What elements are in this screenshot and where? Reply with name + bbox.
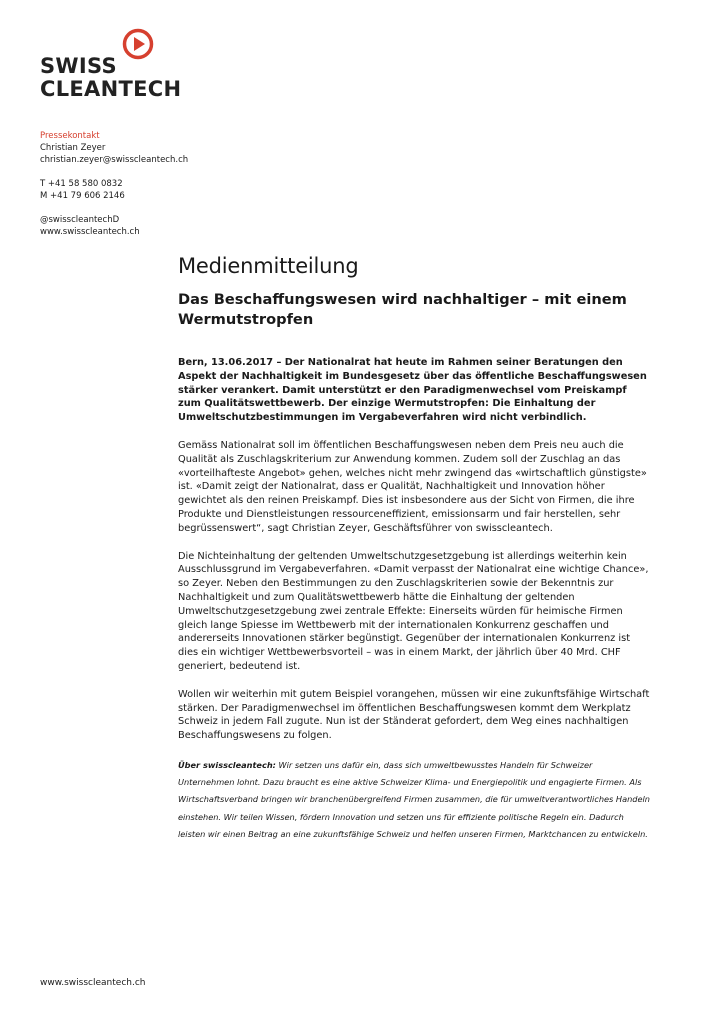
logo-line-cleantech: CLEANTECH (40, 77, 182, 101)
footer-website[interactable]: www.swisscleantech.ch (40, 978, 146, 988)
headline: Das Beschaffungswesen wird nachhaltiger – mit einem Wermutstropfen (178, 291, 627, 328)
about-section (178, 757, 650, 843)
document-type-title: Medienmitteilung (178, 254, 359, 278)
contact-website[interactable]: www.swisscleantech.ch (40, 227, 140, 237)
contact-twitter[interactable]: @swisscleantechD (40, 215, 120, 225)
play-icon (122, 28, 154, 60)
contact-email[interactable]: christian.zeyer@swisscleantech.ch (40, 155, 189, 165)
swisscleantech-logo (40, 28, 190, 100)
contact-name: Christian Zeyer (40, 143, 106, 153)
about-text: Wir setzen uns dafür ein, dass sich umweltbewusstes Handeln für Schweizer Unternehmen lohnt. Dazu braucht es eine aktive Schweizer Klima- und Energiepolitik und engagierte Firmen. Als Wirtschaftsverband bringen wir branchenübergreifend Firmen zusammen, die für umweltverantwortliches Handeln einstehen. Wir teilen Wissen, fördern Innovation und setzen uns für effiziente politische Regeln ein. Dadurch leisten wir einen Beitrag an eine zukunftsfähige Schweiz und helfen unseren Firmen, Marktchancen zu entwickeln. (178, 759, 650, 839)
contact-phone-m: M +41 79 606 2146 (40, 191, 125, 201)
body-paragraph: Gemäss Nationalrat soll im öffentlichen Beschaffungswesen neben dem Preis neu auch die Qualität als Zuschlagskriterium zur Anwendung kommen. Zudem soll der Zuschlag an das «vorteilhafteste Angebot» gehen, welches nicht mehr zwingend das «wirtschaftlich günstigste» ist. «Damit zeigt der Nationalrat, dass er Qualität, Nachhaltigkeit und Innovation höher gewichtet als den reinen Preiskampf. Dies ist insbesondere aus der Sicht von Firmen, die ihre Produkte und Dienstleistungen ressourceneffizient, emissionsarm und fair herstellen, sehr begrüssenswert“, sagt Christian Zeyer, Geschäftsführer von swisscleantech. (178, 439, 647, 534)
press-release-body (178, 252, 650, 843)
body-paragraph: Wollen wir weiterhin mit gutem Beispiel vorangehen, müssen wir eine zukunftsfähige Wirtschaft stärken. Der Paradigmenwechsel im öffentlichen Beschaffungswesen kommt dem Werkplatz Schweiz in jedem Fall zugute. Nun ist der Ständerat gefordert, dem Weg eines nachhaltigen Beschaffungswesens zu folgen. (178, 688, 650, 742)
press-contact-label: Pressekontakt (40, 131, 100, 141)
lead-paragraph: Bern, 13.06.2017 – Der Nationalrat hat heute im Rahmen seiner Beratungen den Aspekt der Nachhaltigkeit im Bundesgesetz über das öffentliche Beschaffungswesen stärker verankert. Damit unterstützt er den Paradigmenwechsel vom Preiskampf zum Qualitätswettbewerb. Der einzige Wermutstropfen: Die Einhaltung der Umweltschutzbestimmungen im Vergabeverfahren wird nicht verbindlich. (178, 357, 647, 424)
press-contact-block (40, 130, 190, 238)
contact-phone-t: T +41 58 580 0832 (40, 179, 123, 189)
body-paragraph: Die Nichteinhaltung der geltenden Umweltschutzgesetzgebung ist allerdings weiterhin kein Ausschlussgrund im Vergabeverfahren. «Damit verpasst der Nationalrat eine wichtige Chance», so Zeyer. Neben den Bestimmungen zu den Zuschlagskriterien sowie der Bekenntnis zur Nachhaltigkeit und zum Qualitätswettbewerb hätte die Einhaltung der geltenden Umweltschutzgesetzgebung zwei zentrale Effekte: Einerseits würden für heimische Firmen gleich lange Spiesse im Wettbewerb mit der internationalen Konkurrenz geschaffen und andererseits Innovationen stärker begünstigt. Gegenüber der internationalen Konkurrenz ist dies ein wichtiger Wettbewerbsvorteil – was in einem Markt, der jährlich über 40 Mrd. CHF generiert, bedeutend ist. (178, 550, 649, 672)
logo-line-swiss: SWISS (40, 54, 117, 78)
about-label: Über swisscleantech: (178, 759, 276, 770)
